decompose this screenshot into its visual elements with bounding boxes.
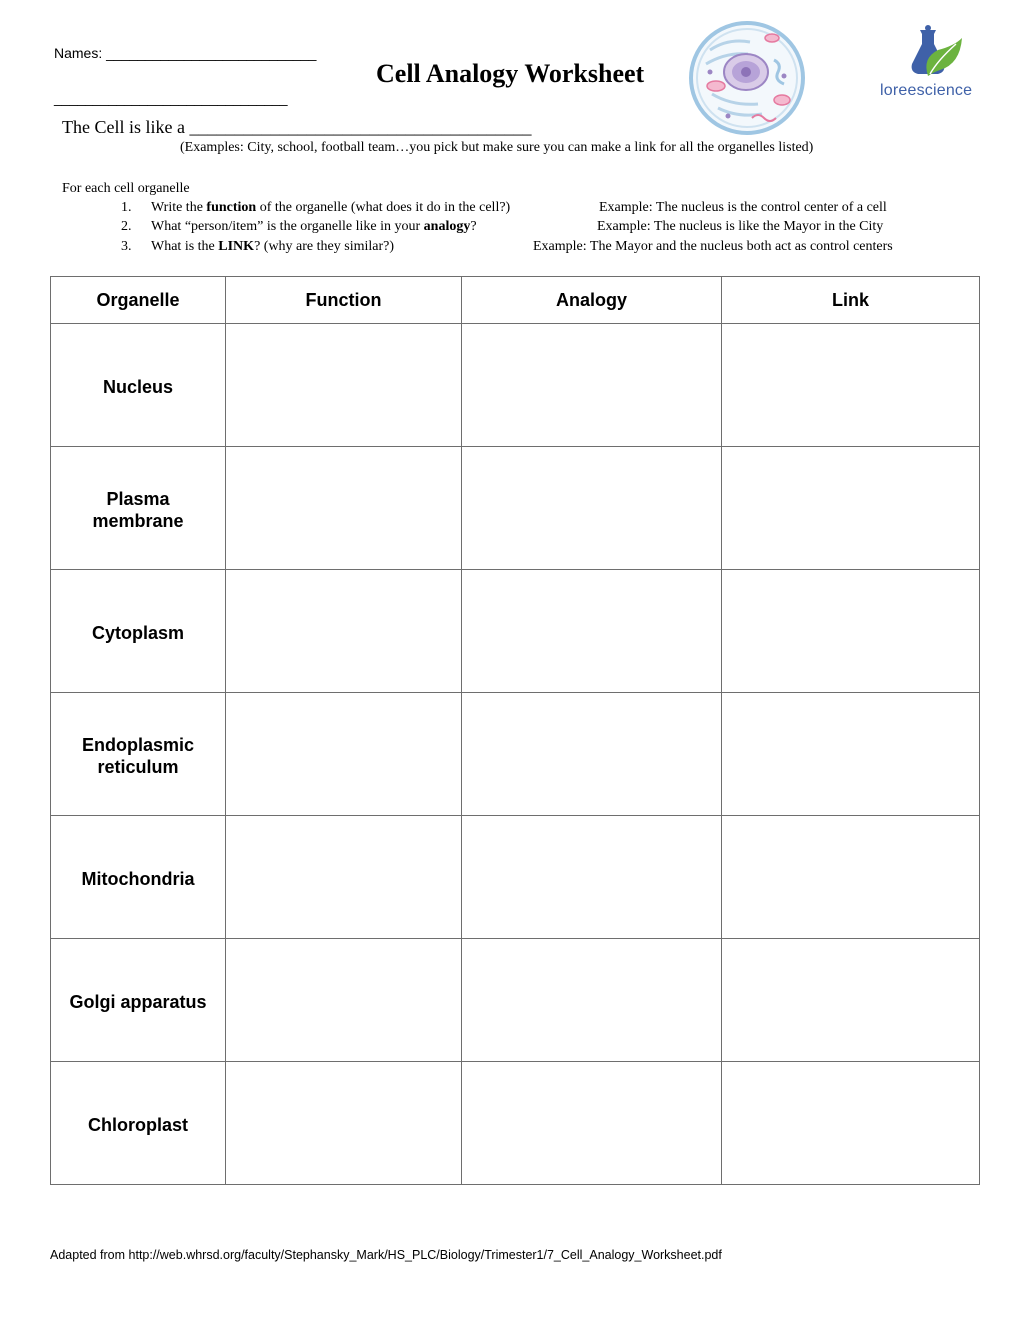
analogy-cell[interactable] xyxy=(462,570,722,693)
step-example: Example: The nucleus is like the Mayor in the City xyxy=(597,219,884,234)
analogy-cell[interactable] xyxy=(462,693,722,816)
table-header-row xyxy=(51,277,980,324)
organelle-name: Plasma membrane xyxy=(51,447,226,570)
organelle-name: Cytoplasm xyxy=(51,570,226,693)
names-field-second-line[interactable]: ______________________________ xyxy=(54,90,288,106)
names-field[interactable]: Names: ___________________________ xyxy=(54,45,317,61)
link-cell[interactable] xyxy=(722,939,980,1062)
step-text: What is the LINK? (why are they similar?) xyxy=(151,239,395,254)
function-cell[interactable] xyxy=(226,570,462,693)
function-cell[interactable] xyxy=(226,816,462,939)
analogy-cell[interactable] xyxy=(462,939,722,1062)
table-row xyxy=(51,324,980,447)
function-cell[interactable] xyxy=(226,324,462,447)
step-number: 2. xyxy=(121,219,132,234)
organelle-name: Mitochondria xyxy=(51,816,226,939)
step-example: Example: The Mayor and the nucleus both act as control centers xyxy=(533,239,893,254)
function-cell[interactable] xyxy=(226,1062,462,1185)
analogy-cell[interactable] xyxy=(462,447,722,570)
step-text: Write the function of the organelle (what does it do in the cell?) xyxy=(151,200,511,215)
animal-cell-illustration xyxy=(688,20,806,136)
table-row xyxy=(51,447,980,570)
analogy-cell[interactable] xyxy=(462,816,722,939)
function-cell[interactable] xyxy=(226,693,462,816)
function-cell[interactable] xyxy=(226,939,462,1062)
column-header-function: Function xyxy=(226,277,462,324)
column-header-analogy: Analogy xyxy=(462,277,722,324)
table-row xyxy=(51,570,980,693)
link-cell[interactable] xyxy=(722,1062,980,1185)
logo-wordmark: loreescience xyxy=(880,82,973,99)
analogy-cell[interactable] xyxy=(462,324,722,447)
link-cell[interactable] xyxy=(722,693,980,816)
link-cell[interactable] xyxy=(722,816,980,939)
instructions-list xyxy=(0,200,1024,260)
step-number: 3. xyxy=(121,239,132,254)
organelle-name: Nucleus xyxy=(51,324,226,447)
source-footer: Adapted from http://web.whrsd.org/faculty/Stephansky_Mark/HS_PLC/Biology/Trimester1/7_Cell_Analogy_Worksheet.pdf xyxy=(50,1248,722,1262)
step-text: What “person/item” is the organelle like in your analogy? xyxy=(151,219,477,234)
analogy-table xyxy=(50,276,980,1185)
page-title: Cell Analogy Worksheet xyxy=(376,59,645,88)
examples-note: (Examples: City, school, football team…you pick but make sure you can make a link for all the organelles listed) xyxy=(180,140,814,155)
function-cell[interactable] xyxy=(226,447,462,570)
organelle-name: Endoplasmic reticulum xyxy=(51,693,226,816)
link-cell[interactable] xyxy=(722,324,980,447)
column-header-link: Link xyxy=(722,277,980,324)
analogy-cell[interactable] xyxy=(462,1062,722,1185)
column-header-organelle: Organelle xyxy=(51,277,226,324)
link-cell[interactable] xyxy=(722,447,980,570)
step-example: Example: The nucleus is the control center of a cell xyxy=(599,200,887,215)
table-row xyxy=(51,939,980,1062)
step-number: 1. xyxy=(121,200,132,215)
table-row xyxy=(51,1062,980,1185)
table-row xyxy=(51,816,980,939)
instructions-intro: For each cell organelle xyxy=(62,181,190,196)
organelle-name: Golgi apparatus xyxy=(51,939,226,1062)
organelle-name: Chloroplast xyxy=(51,1062,226,1185)
cell-analogy-field[interactable]: The Cell is like a ______________________________________ xyxy=(62,117,532,137)
loreescience-logo xyxy=(878,24,984,104)
link-cell[interactable] xyxy=(722,570,980,693)
table-row xyxy=(51,693,980,816)
